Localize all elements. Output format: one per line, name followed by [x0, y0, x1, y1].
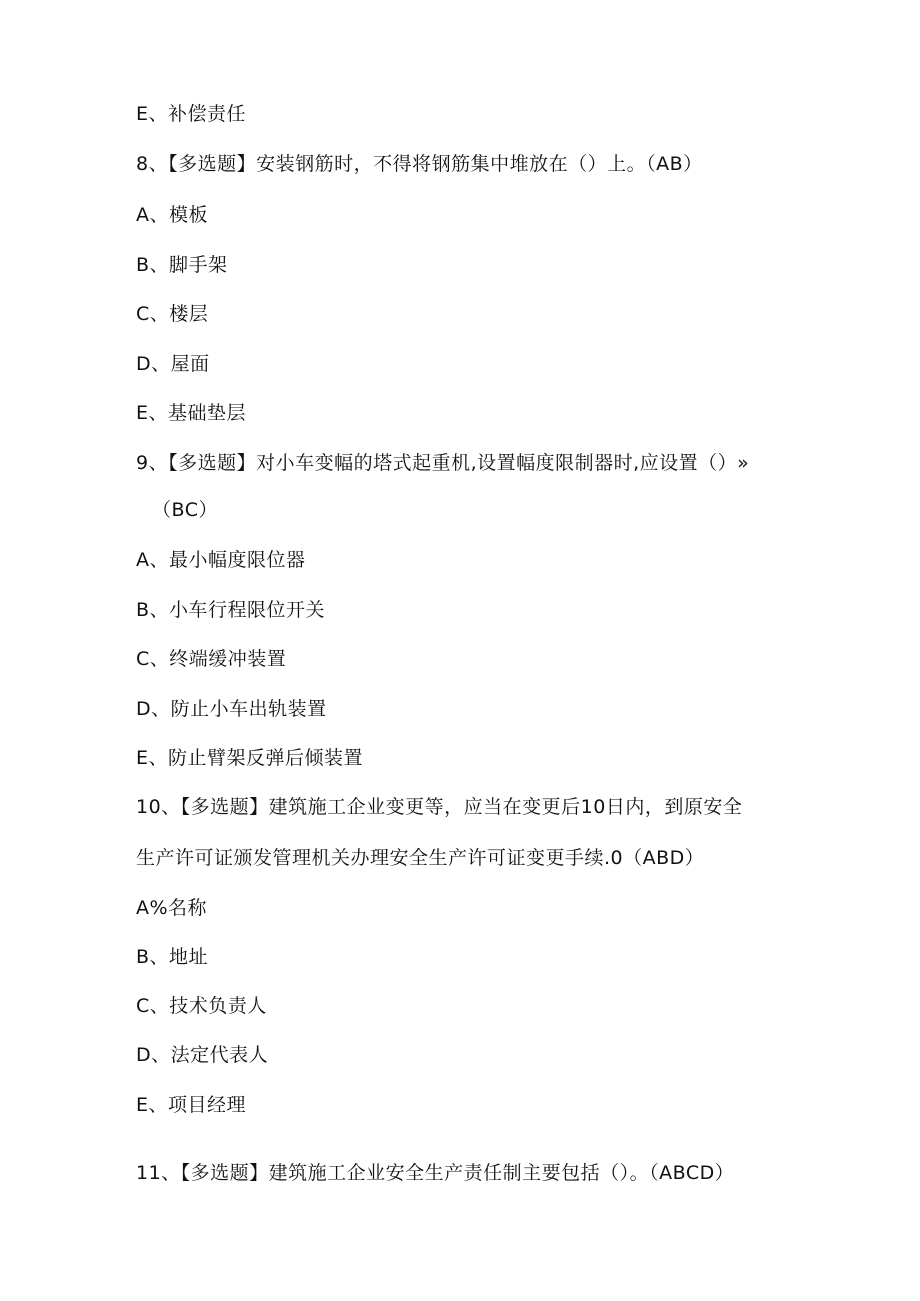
- q8-option-d: D、屋面: [136, 353, 210, 375]
- q9-option-e: E、防止臂架反弹后倾装置: [136, 747, 364, 769]
- q8-question: 8、【多选题】安装钢筋时，不得将钢筋集中堆放在（）上。（AB）: [136, 153, 703, 175]
- q9-option-a: A、最小幅度限位器: [136, 549, 306, 571]
- q10-option-c: C、技术负责人: [136, 995, 267, 1017]
- q9-answer: （BC）: [152, 499, 218, 521]
- q8-option-b: B、脚手架: [136, 254, 228, 276]
- q9-option-b: B、小车行程限位开关: [136, 599, 326, 621]
- q10-option-b: B、地址: [136, 946, 209, 968]
- q8-option-e: E、基础垫层: [136, 402, 247, 424]
- q10-question-cont: 生产许可证颁发管理机关办理安全生产许可证变更手续.0（ABD）: [136, 847, 705, 869]
- q9-option-c: C、终端缓冲装置: [136, 648, 287, 670]
- q8-option-c: C、楼层: [136, 303, 209, 325]
- q9-option-d: D、防止小车出轨装置: [136, 698, 327, 720]
- q7-option-e: E、补偿责任: [136, 103, 247, 125]
- q10-question: 10、【多选题】建筑施工企业变更等，应当在变更后10日内，到原安全: [136, 796, 743, 818]
- q11-question: 11、【多选题】建筑施工企业安全生产责任制主要包括（）。（ABCD）: [136, 1162, 735, 1184]
- q9-question: 9、【多选题】对小车变幅的塔式起重机,设置幅度限制器时,应设置（）»: [136, 452, 750, 474]
- q10-option-a: A%名称: [136, 897, 208, 919]
- q10-option-e: E、项目经理: [136, 1094, 247, 1116]
- q10-option-d: D、法定代表人: [136, 1044, 269, 1066]
- q8-option-a: A、模板: [136, 204, 208, 226]
